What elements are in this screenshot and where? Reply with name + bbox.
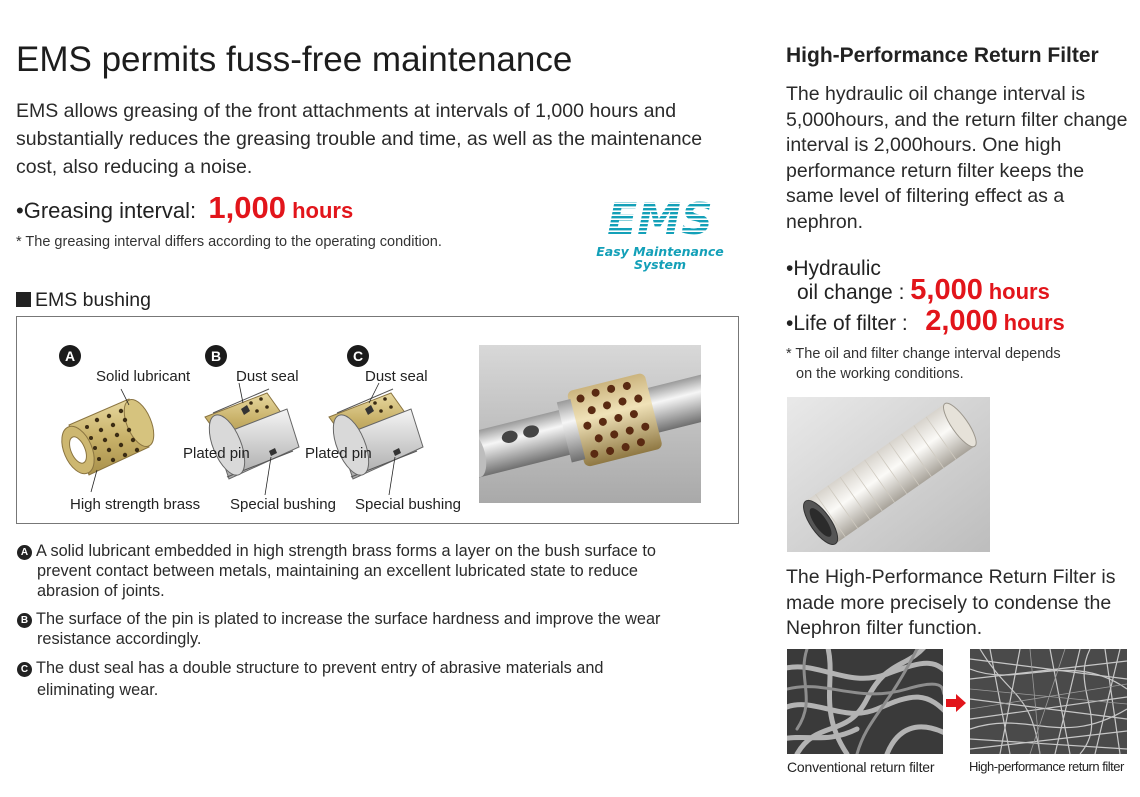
description-b-line1: The surface of the pin is plated to increase the surface hardness and improve the wear	[36, 610, 661, 628]
label-dust-seal-b: Dust seal	[236, 368, 299, 385]
caption-conventional: Conventional return filter	[787, 759, 935, 775]
filter-heading: High-Performance Return Filter	[786, 44, 1099, 67]
label-solid-lubricant: Solid lubricant	[96, 368, 191, 385]
ems-logo	[590, 196, 730, 272]
badge-b: B	[205, 345, 227, 367]
section-heading	[16, 289, 151, 312]
spec-hydraulic-value: 5,000	[910, 274, 983, 306]
description-a-line2: prevent contact between metals, maintaining an excellent lubricated state to reduce	[37, 562, 638, 580]
greasing-interval	[16, 190, 353, 226]
description-c	[17, 658, 741, 702]
ems-logo-mark	[590, 196, 730, 240]
label-plated-pin-c: Plated pin	[305, 445, 372, 462]
spec-hydraulic-unit: hours	[988, 279, 1050, 304]
badge-b-small: B	[17, 613, 32, 628]
badge-a: A	[59, 345, 81, 367]
greasing-interval-label: •Greasing interval:	[16, 198, 197, 223]
brass-bushing-illustration	[55, 389, 159, 492]
return-filter-photo	[787, 397, 990, 552]
filter-note-line1: * The oil and filter change interval depends	[786, 346, 1061, 362]
spec-hydraulic	[797, 274, 1050, 307]
filter-note-line2: on the working conditions.	[796, 366, 964, 382]
badge-c-small: C	[17, 662, 32, 677]
spec-filter-value: 2,000	[925, 305, 998, 337]
label-high-strength-brass: High strength brass	[70, 496, 201, 513]
description-c-line2: eliminating wear.	[37, 681, 159, 699]
spec-hydraulic-line1: •Hydraulic	[786, 257, 881, 280]
high-performance-filter-micrograph	[970, 649, 1127, 754]
pin-cutaway-c-illustration	[326, 383, 423, 495]
description-b-line2: resistance accordingly.	[37, 630, 202, 648]
spec-filter-life	[786, 305, 1065, 338]
ems-logo-sub1: Easy Maintenance	[596, 244, 724, 259]
description-a-line3: abrasion of joints.	[37, 582, 165, 600]
ems-logo-sub2: System	[633, 257, 687, 272]
bushing-illustrations	[17, 317, 477, 523]
ems-bushing-diagram	[16, 316, 739, 524]
label-dust-seal-c: Dust seal	[365, 368, 428, 385]
badge-a-small: A	[17, 545, 32, 560]
section-title: EMS bushing	[35, 289, 151, 311]
spec-filter-label: •Life of filter :	[786, 312, 908, 335]
description-a-line1: A solid lubricant embedded in high strength brass forms a layer on the bush surface to	[36, 542, 656, 560]
spec-hydraulic-label: oil change :	[797, 281, 905, 304]
badge-c: C	[347, 345, 369, 367]
label-plated-pin-b: Plated pin	[183, 445, 250, 462]
intro-paragraph: EMS allows greasing of the front attachments at intervals of 1,000 hours and substantially reduces the greasing trouble and time, as well as the maintenance cost, also reducing a noise.	[16, 100, 703, 178]
caption-high-performance: High-performance return filter	[969, 759, 1124, 774]
description-b	[17, 609, 741, 649]
pin-cutaway-b-illustration	[202, 383, 299, 495]
bushing-pin-photo	[479, 345, 701, 503]
filter-outro: The High-Performance Return Filter is made more precisely to condense the Nephron filter function.	[786, 566, 1116, 639]
filter-intro: The hydraulic oil change interval is 5,000hours, and the return filter change interval is 2,000hours. One high performance return filter keeps the same level of filtering effect as a nephron.	[786, 83, 1128, 233]
greasing-interval-unit: hours	[292, 198, 354, 223]
conventional-filter-micrograph	[787, 649, 943, 754]
square-bullet-icon	[16, 292, 31, 307]
arrow-right-icon	[946, 694, 966, 712]
ems-logo-text: EMS	[607, 196, 713, 240]
description-c-line1: The dust seal has a double structure to prevent entry of abrasive materials and	[36, 659, 604, 677]
greasing-interval-value: 1,000	[208, 190, 286, 225]
spec-filter-unit: hours	[1003, 310, 1065, 335]
label-special-bushing-b: Special bushing	[230, 496, 336, 513]
greasing-note: * The greasing interval differs according to the operating condition.	[16, 234, 442, 250]
page-title: EMS permits fuss-free maintenance	[16, 40, 573, 79]
label-special-bushing-c: Special bushing	[355, 496, 461, 513]
description-a	[17, 541, 741, 601]
